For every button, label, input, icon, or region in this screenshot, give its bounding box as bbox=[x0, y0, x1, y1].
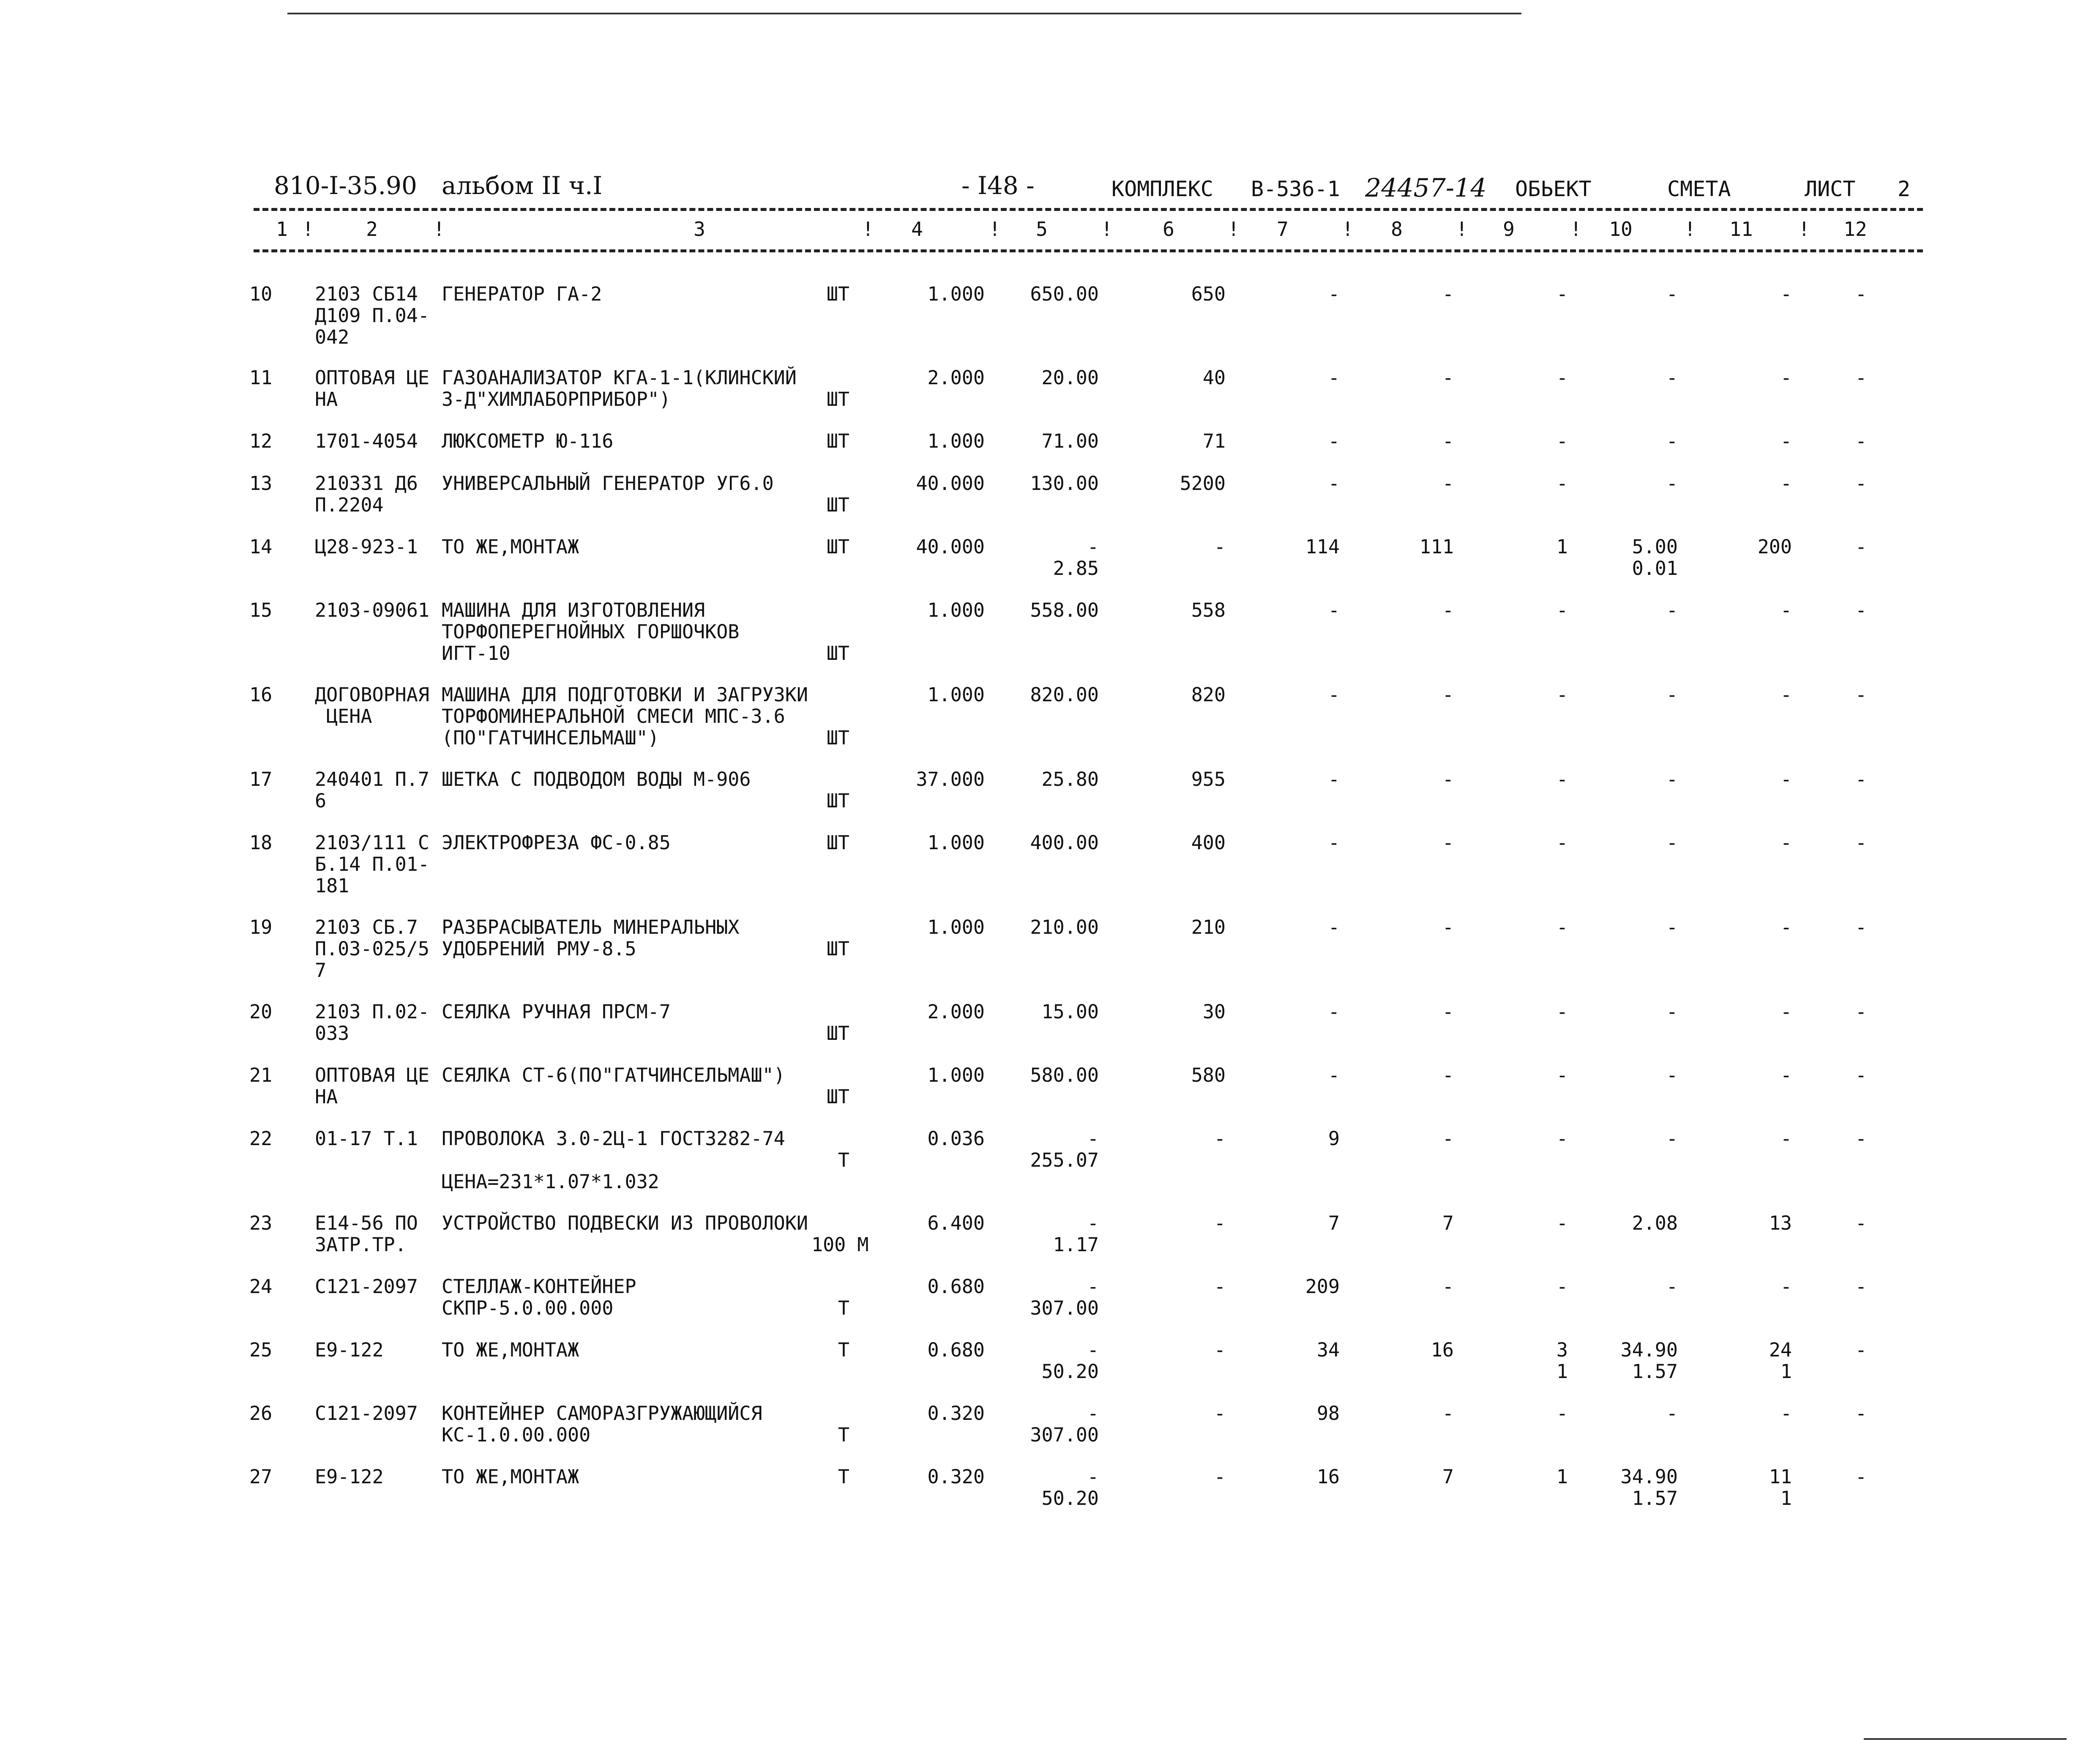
row-description: СТЕЛЛАЖ-КОНТЕЙНЕР СКПР-5.0.00.000 bbox=[442, 1275, 636, 1319]
col-num-10: 10 bbox=[1609, 218, 1633, 241]
row-col10: - bbox=[1666, 1402, 1678, 1425]
row-col9: - bbox=[1556, 1064, 1568, 1086]
row-description: ГЕНЕРАТОР ГА-2 bbox=[442, 283, 602, 305]
row-col12: - bbox=[1855, 1064, 1867, 1086]
row-total: 558 bbox=[1191, 599, 1226, 621]
estimate-label: СМЕТА bbox=[1667, 177, 1731, 201]
row-code: 2103-09061 bbox=[315, 599, 429, 621]
row-col12: - bbox=[1855, 536, 1867, 558]
row-col7: 7 bbox=[1328, 1212, 1340, 1234]
row-col10: - bbox=[1666, 1001, 1678, 1023]
sheet-number: 2 bbox=[1898, 177, 1911, 201]
row-col11: - bbox=[1780, 430, 1792, 452]
row-col10: - bbox=[1666, 472, 1678, 495]
row-price: - 2.85 bbox=[1053, 536, 1099, 580]
row-col11: - bbox=[1780, 684, 1792, 706]
row-description: СЕЯЛКА РУЧНАЯ ПРСМ-7 bbox=[442, 1001, 671, 1023]
row-code: Ц28-923-1 bbox=[315, 536, 418, 558]
row-col11: 24 1 bbox=[1769, 1339, 1792, 1383]
top-edge-line bbox=[287, 13, 1521, 14]
row-number: 20 bbox=[249, 1001, 273, 1023]
row-col11: - bbox=[1780, 366, 1792, 389]
row-unit: Т bbox=[838, 1149, 849, 1171]
row-col8: - bbox=[1442, 768, 1454, 790]
row-col12: - bbox=[1855, 472, 1867, 495]
row-price: - 50.20 bbox=[1041, 1339, 1099, 1383]
row-col12: - bbox=[1855, 1339, 1867, 1361]
row-description: ПРОВОЛОКА 3.0-2Ц-1 ГОСТ3282-74 ЦЕНА=231*1.07*1.032 bbox=[442, 1127, 785, 1193]
row-quantity: 0.680 bbox=[927, 1339, 985, 1361]
row-col11: - bbox=[1780, 768, 1792, 790]
row-col9: - bbox=[1556, 1275, 1568, 1298]
row-col8: - bbox=[1442, 1001, 1454, 1023]
row-total: 5200 bbox=[1180, 472, 1226, 495]
row-col10: - bbox=[1666, 430, 1678, 452]
row-col12: - bbox=[1855, 768, 1867, 790]
row-col10: 34.90 1.57 bbox=[1620, 1339, 1678, 1383]
row-price: 130.00 bbox=[1030, 472, 1099, 495]
row-total: 650 bbox=[1191, 283, 1226, 305]
row-number: 16 bbox=[249, 684, 273, 706]
row-price: 400.00 bbox=[1030, 831, 1099, 854]
row-col11: 13 bbox=[1769, 1212, 1792, 1234]
row-col7: - bbox=[1328, 831, 1340, 854]
object-label: ОБЬЕКТ bbox=[1515, 177, 1592, 201]
row-total: - bbox=[1214, 1339, 1226, 1361]
row-col7: - bbox=[1328, 472, 1340, 495]
header-separator-bottom bbox=[254, 249, 1923, 252]
row-col10: - bbox=[1666, 831, 1678, 854]
row-col9: - bbox=[1556, 831, 1568, 854]
row-col12: - bbox=[1855, 1127, 1867, 1150]
row-col10: 2.08 bbox=[1632, 1212, 1678, 1234]
row-col11: - bbox=[1780, 831, 1792, 854]
row-total: 30 bbox=[1202, 1001, 1226, 1023]
col-num-11: 11 bbox=[1729, 218, 1753, 241]
row-unit: ШТ bbox=[826, 494, 849, 516]
col-num-12: 12 bbox=[1843, 218, 1867, 241]
row-total: 820 bbox=[1191, 684, 1226, 706]
row-price: 558.00 bbox=[1030, 599, 1099, 621]
row-total: - bbox=[1214, 1212, 1226, 1234]
page-number: - I48 - bbox=[961, 171, 1035, 200]
row-col9: 1 bbox=[1556, 536, 1568, 558]
row-col7: 9 bbox=[1328, 1127, 1340, 1150]
row-code: Е9-122 bbox=[315, 1339, 384, 1361]
row-description: МАШИНА ДЛЯ ПОДГОТОВКИ И ЗАГРУЗКИ ТОРФОМИНЕРАЛЬНОЙ СМЕСИ МПС-3.6 (ПО"ГАТЧИНСЕЛЬМАШ") bbox=[442, 684, 808, 749]
row-number: 13 bbox=[249, 472, 273, 495]
row-col8: 7 bbox=[1442, 1212, 1454, 1234]
row-number: 27 bbox=[249, 1466, 273, 1488]
row-unit: ШТ bbox=[826, 831, 849, 854]
row-col10: 34.90 1.57 bbox=[1620, 1466, 1678, 1509]
row-col11: - bbox=[1780, 1001, 1792, 1023]
row-col7: - bbox=[1328, 283, 1340, 305]
row-col10: 5.00 0.01 bbox=[1632, 536, 1678, 580]
row-col9: - bbox=[1556, 366, 1568, 389]
row-col8: - bbox=[1442, 1402, 1454, 1425]
row-col12: - bbox=[1855, 916, 1867, 938]
row-col8: - bbox=[1442, 684, 1454, 706]
row-quantity: 2.000 bbox=[927, 366, 985, 389]
row-code: ОПТОВАЯ ЦЕ НА bbox=[315, 1064, 429, 1108]
row-col7: - bbox=[1328, 1064, 1340, 1086]
row-col7: - bbox=[1328, 430, 1340, 452]
row-col12: - bbox=[1855, 831, 1867, 854]
row-code: 1701-4054 bbox=[315, 430, 418, 452]
col-separator: ! bbox=[1456, 218, 1468, 241]
row-col8: - bbox=[1442, 599, 1454, 621]
row-col9: - bbox=[1556, 1001, 1568, 1023]
row-col10: - bbox=[1666, 283, 1678, 305]
col-num-7: 7 bbox=[1277, 218, 1289, 241]
row-total: - bbox=[1214, 1402, 1226, 1425]
row-col8: 111 bbox=[1419, 536, 1454, 558]
row-quantity: 1.000 bbox=[927, 684, 985, 706]
col-separator: ! bbox=[1570, 218, 1582, 241]
row-quantity: 1.000 bbox=[927, 599, 985, 621]
row-quantity: 2.000 bbox=[927, 1001, 985, 1023]
row-total: - bbox=[1214, 1275, 1226, 1298]
row-col8: - bbox=[1442, 1064, 1454, 1086]
row-description: СЕЯЛКА СТ-6(ПО"ГАТЧИНСЕЛЬМАШ") bbox=[442, 1064, 785, 1086]
row-quantity: 0.680 bbox=[927, 1275, 985, 1298]
row-total: 210 bbox=[1191, 916, 1226, 938]
row-price: 820.00 bbox=[1030, 684, 1099, 706]
row-description: ГАЗОАНАЛИЗАТОР КГА-1-1(КЛИНСКИЙ З-Д"ХИМЛАБОРПРИБОР") bbox=[442, 366, 797, 410]
col-num-9: 9 bbox=[1503, 218, 1515, 241]
row-col11: - bbox=[1780, 1127, 1792, 1150]
row-price: - 1.17 bbox=[1053, 1212, 1099, 1256]
row-price: 25.80 bbox=[1041, 768, 1099, 790]
row-col8: - bbox=[1442, 472, 1454, 495]
row-col11: - bbox=[1780, 472, 1792, 495]
header-separator-top bbox=[254, 208, 1923, 211]
row-col12: - bbox=[1855, 366, 1867, 389]
row-col12: - bbox=[1855, 684, 1867, 706]
row-description: УСТРОЙСТВО ПОДВЕСКИ ИЗ ПРОВОЛОКИ bbox=[442, 1212, 808, 1234]
row-col9: - bbox=[1556, 472, 1568, 495]
col-num-6: 6 bbox=[1163, 218, 1174, 241]
row-number: 19 bbox=[249, 916, 273, 938]
col-separator: ! bbox=[1342, 218, 1354, 241]
row-number: 14 bbox=[249, 536, 273, 558]
row-description: ЭЛЕКТРОФРЕЗА ФС-0.85 bbox=[442, 831, 671, 854]
row-col7: - bbox=[1328, 768, 1340, 790]
col-num-2: 2 bbox=[366, 218, 378, 241]
row-col8: 7 bbox=[1442, 1466, 1454, 1488]
sheet-label: ЛИСТ bbox=[1805, 177, 1856, 201]
row-description: МАШИНА ДЛЯ ИЗГОТОВЛЕНИЯ ТОРФОПЕРЕГНОЙНЫХ ГОРШОЧКОВ ИГТ-10 bbox=[442, 599, 740, 664]
row-code: 210331 Д6 П.2204 bbox=[315, 472, 418, 516]
row-col7: - bbox=[1328, 599, 1340, 621]
row-price: - 255.07 bbox=[1030, 1127, 1099, 1171]
col-separator: ! bbox=[1228, 218, 1240, 241]
row-unit: 100 М bbox=[811, 1233, 869, 1256]
row-unit: ШТ bbox=[826, 938, 849, 960]
row-col12: - bbox=[1855, 599, 1867, 621]
row-col11: - bbox=[1780, 1402, 1792, 1425]
row-unit: ШТ bbox=[826, 1086, 849, 1108]
row-price: - 307.00 bbox=[1030, 1275, 1099, 1319]
row-col12: - bbox=[1855, 283, 1867, 305]
row-code: 2103/111 С Б.14 П.01- 181 bbox=[315, 831, 429, 897]
row-quantity: 0.320 bbox=[927, 1402, 985, 1425]
row-col11: - bbox=[1780, 1275, 1792, 1298]
row-total: 71 bbox=[1202, 430, 1226, 452]
complex-code: В-536-1 bbox=[1251, 177, 1340, 201]
row-code: 01-17 Т.1 bbox=[315, 1127, 418, 1150]
row-col9: - bbox=[1556, 1212, 1568, 1234]
row-unit: ШТ bbox=[826, 283, 849, 305]
row-number: 17 bbox=[249, 768, 273, 790]
row-price: 15.00 bbox=[1041, 1001, 1099, 1023]
row-quantity: 1.000 bbox=[927, 430, 985, 452]
complex-label: КОМПЛЕКС bbox=[1111, 177, 1213, 201]
row-total: - bbox=[1214, 536, 1226, 558]
row-col9: 1 bbox=[1556, 1466, 1568, 1488]
row-code: ДОГОВОРНАЯ ЦЕНА bbox=[315, 684, 429, 727]
row-price: 580.00 bbox=[1030, 1064, 1099, 1086]
row-total: 400 bbox=[1191, 831, 1226, 854]
row-code: ОПТОВАЯ ЦЕ НА bbox=[315, 366, 429, 410]
row-quantity: 1.000 bbox=[927, 283, 985, 305]
row-number: 21 bbox=[249, 1064, 273, 1086]
row-col7: 16 bbox=[1316, 1466, 1340, 1488]
row-number: 24 bbox=[249, 1275, 273, 1298]
row-col11: - bbox=[1780, 916, 1792, 938]
row-col9: - bbox=[1556, 599, 1568, 621]
row-code: 2103 СБ.7 П.03-025/5 7 bbox=[315, 916, 429, 982]
row-number: 11 bbox=[249, 366, 273, 389]
row-col7: 209 bbox=[1305, 1275, 1340, 1298]
row-code: Е14-56 ПО ЗАТР.ТР. bbox=[315, 1212, 418, 1256]
row-unit: Т bbox=[838, 1466, 849, 1488]
col-num-1: 1 bbox=[276, 218, 288, 241]
row-col7: 98 bbox=[1316, 1402, 1340, 1425]
row-code: 2103 СБ14 Д109 П.04- 042 bbox=[315, 283, 429, 348]
row-quantity: 40.000 bbox=[916, 472, 985, 495]
col-separator: ! bbox=[862, 218, 874, 241]
row-unit: Т bbox=[838, 1339, 849, 1361]
row-description: РАЗБРАСЫВАТЕЛЬ МИНЕРАЛЬНЫХ УДОБРЕНИЙ РМУ-8.5 bbox=[442, 916, 740, 960]
bottom-edge-line bbox=[1864, 1738, 2067, 1740]
row-quantity: 6.400 bbox=[927, 1212, 985, 1234]
row-col12: - bbox=[1855, 1275, 1867, 1298]
album-label: альбом II ч.I bbox=[442, 171, 603, 200]
col-separator: ! bbox=[1798, 218, 1810, 241]
row-price: 210.00 bbox=[1030, 916, 1099, 938]
row-description: ШЕТКА С ПОДВОДОМ ВОДЫ М-906 bbox=[442, 768, 751, 790]
col-num-3: 3 bbox=[694, 218, 705, 241]
col-separator: ! bbox=[989, 218, 1001, 241]
col-num-5: 5 bbox=[1036, 218, 1048, 241]
row-total: - bbox=[1214, 1127, 1226, 1150]
row-col12: - bbox=[1855, 1402, 1867, 1425]
row-col10: - bbox=[1666, 684, 1678, 706]
row-price: 71.00 bbox=[1041, 430, 1099, 452]
row-col9: - bbox=[1556, 916, 1568, 938]
row-col7: - bbox=[1328, 684, 1340, 706]
row-col8: 16 bbox=[1431, 1339, 1454, 1361]
row-col10: - bbox=[1666, 1127, 1678, 1150]
row-col11: 200 bbox=[1757, 536, 1792, 558]
row-unit: Т bbox=[838, 1424, 849, 1446]
row-price: - 50.20 bbox=[1041, 1466, 1099, 1509]
row-col12: - bbox=[1855, 1001, 1867, 1023]
row-col12: - bbox=[1855, 1212, 1867, 1234]
row-col9: 3 1 bbox=[1556, 1339, 1568, 1383]
row-col8: - bbox=[1442, 916, 1454, 938]
row-number: 23 bbox=[249, 1212, 273, 1234]
row-number: 26 bbox=[249, 1402, 273, 1425]
row-col9: - bbox=[1556, 1127, 1568, 1150]
row-col11: - bbox=[1780, 283, 1792, 305]
row-description: ТО ЖЕ,МОНТАЖ bbox=[442, 1466, 579, 1488]
row-description: ТО ЖЕ,МОНТАЖ bbox=[442, 1339, 579, 1361]
row-quantity: 1.000 bbox=[927, 1064, 985, 1086]
row-col7: 114 bbox=[1305, 536, 1340, 558]
row-col7: 34 bbox=[1316, 1339, 1340, 1361]
col-separator: ! bbox=[433, 218, 445, 241]
row-col8: - bbox=[1442, 1127, 1454, 1150]
row-code: С121-2097 bbox=[315, 1275, 418, 1298]
col-separator: ! bbox=[1101, 218, 1113, 241]
row-total: 955 bbox=[1191, 768, 1226, 790]
row-col8: - bbox=[1442, 1275, 1454, 1298]
row-col8: - bbox=[1442, 831, 1454, 854]
row-total: 40 bbox=[1202, 366, 1226, 389]
row-col12: - bbox=[1855, 430, 1867, 452]
row-quantity: 1.000 bbox=[927, 916, 985, 938]
row-description: УНИВЕРСАЛЬНЫЙ ГЕНЕРАТОР УГ6.0 bbox=[442, 472, 774, 495]
handwritten-number: 24457-14 bbox=[1365, 173, 1487, 203]
row-quantity: 37.000 bbox=[916, 768, 985, 790]
row-number: 22 bbox=[249, 1127, 273, 1150]
row-price: - 307.00 bbox=[1030, 1402, 1099, 1446]
row-col9: - bbox=[1556, 430, 1568, 452]
col-num-8: 8 bbox=[1391, 218, 1403, 241]
row-number: 15 bbox=[249, 599, 273, 621]
row-unit: ШТ bbox=[826, 388, 849, 410]
row-quantity: 0.320 bbox=[927, 1466, 985, 1488]
row-quantity: 40.000 bbox=[916, 536, 985, 558]
row-unit: ШТ bbox=[826, 430, 849, 452]
row-total: 580 bbox=[1191, 1064, 1226, 1086]
row-col8: - bbox=[1442, 430, 1454, 452]
row-col11: - bbox=[1780, 599, 1792, 621]
row-col10: - bbox=[1666, 366, 1678, 389]
row-code: 2103 П.02- 033 bbox=[315, 1001, 429, 1045]
row-col11: - bbox=[1780, 1064, 1792, 1086]
row-col8: - bbox=[1442, 366, 1454, 389]
row-unit: ШТ bbox=[826, 790, 849, 812]
row-number: 12 bbox=[249, 430, 273, 452]
row-quantity: 0.036 bbox=[927, 1127, 985, 1150]
row-col10: - bbox=[1666, 768, 1678, 790]
row-unit: ШТ bbox=[826, 727, 849, 749]
row-col9: - bbox=[1556, 283, 1568, 305]
row-col12: - bbox=[1855, 1466, 1867, 1488]
row-col8: - bbox=[1442, 283, 1454, 305]
row-unit: ШТ bbox=[826, 642, 849, 664]
doc-code: 810-I-35.90 bbox=[274, 171, 417, 200]
row-unit: Т bbox=[838, 1297, 849, 1319]
col-separator: ! bbox=[1684, 218, 1696, 241]
row-description: ЛЮКСОМЕТР Ю-116 bbox=[442, 430, 614, 452]
row-col10: - bbox=[1666, 916, 1678, 938]
row-col10: - bbox=[1666, 599, 1678, 621]
row-number: 18 bbox=[249, 831, 273, 854]
col-num-4: 4 bbox=[911, 218, 923, 241]
row-unit: ШТ bbox=[826, 536, 849, 558]
row-code: 240401 П.7 6 bbox=[315, 768, 429, 812]
row-code: Е9-122 bbox=[315, 1466, 384, 1488]
row-col7: - bbox=[1328, 916, 1340, 938]
row-col9: - bbox=[1556, 684, 1568, 706]
row-price: 20.00 bbox=[1041, 366, 1099, 389]
col-separator: ! bbox=[302, 218, 314, 241]
row-col7: - bbox=[1328, 1001, 1340, 1023]
row-number: 25 bbox=[249, 1339, 273, 1361]
row-col10: - bbox=[1666, 1064, 1678, 1086]
row-col11: 11 1 bbox=[1769, 1466, 1792, 1509]
row-total: - bbox=[1214, 1466, 1226, 1488]
row-price: 650.00 bbox=[1030, 283, 1099, 305]
row-col7: - bbox=[1328, 366, 1340, 389]
row-unit: ШТ bbox=[826, 1022, 849, 1045]
row-col9: - bbox=[1556, 768, 1568, 790]
row-quantity: 1.000 bbox=[927, 831, 985, 854]
row-col9: - bbox=[1556, 1402, 1568, 1425]
row-description: ТО ЖЕ,МОНТАЖ bbox=[442, 536, 579, 558]
row-code: С121-2097 bbox=[315, 1402, 418, 1425]
row-col10: - bbox=[1666, 1275, 1678, 1298]
row-number: 10 bbox=[249, 283, 273, 305]
row-description: КОНТЕЙНЕР САМОРАЗГРУЖАЮЩИЙСЯ КС-1.0.00.000 bbox=[442, 1402, 762, 1446]
